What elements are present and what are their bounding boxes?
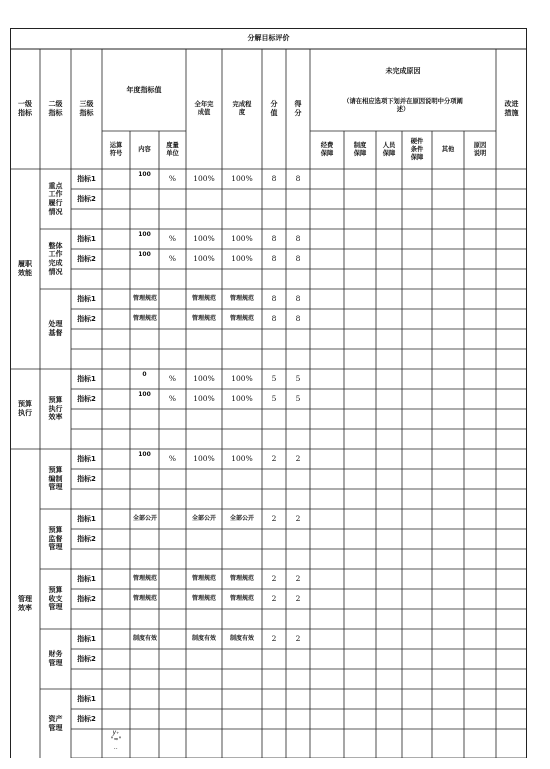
points-value	[286, 729, 310, 758]
full-year-done	[186, 409, 222, 429]
header-content: 内容	[138, 146, 151, 154]
full-year-done: 制度有效	[191, 635, 216, 643]
table-title: 分解目标评价	[247, 34, 290, 43]
completion-degree	[222, 209, 262, 229]
indicator-name	[71, 329, 102, 349]
subgroup-label: 资产 管理	[48, 714, 63, 732]
target-content: 管理规范	[133, 595, 158, 603]
full-year-done	[186, 489, 222, 509]
score-value	[262, 489, 286, 509]
full-year-done	[186, 529, 222, 549]
full-year-done	[186, 329, 222, 349]
subgroup-label: 预算 执行 效率	[48, 395, 63, 422]
target-unit	[159, 269, 186, 289]
target-unit	[159, 729, 186, 758]
full-year-done	[186, 269, 222, 289]
target-unit	[159, 609, 186, 629]
points-value	[286, 489, 310, 509]
points-value: 2	[295, 454, 301, 464]
indicator-name: 指标2	[77, 194, 96, 203]
indicator-name	[71, 609, 102, 629]
indicator-name: 指标1	[77, 294, 96, 303]
header-reason-desc: 原因 说明	[473, 142, 487, 157]
points-value: 8	[295, 294, 301, 304]
points-value	[286, 709, 310, 729]
header-level3: 三级 指标	[79, 100, 94, 117]
indicator-name: 指标1	[77, 234, 96, 243]
indicator-name: 指标2	[77, 654, 96, 663]
score-value: 8	[271, 234, 277, 244]
points-value: 5	[295, 394, 301, 404]
completion-degree	[222, 269, 262, 289]
indicator-name: 指标1	[77, 514, 96, 523]
indicator-name	[71, 489, 102, 509]
full-year-done	[186, 709, 222, 729]
score-value	[262, 669, 286, 689]
completion-degree	[222, 609, 262, 629]
section-label: 管理 效率	[18, 594, 32, 612]
points-value	[286, 349, 310, 369]
target-unit	[159, 409, 186, 429]
full-year-done: 全部公开	[191, 515, 216, 523]
score-value	[262, 189, 286, 209]
indicator-name: 指标1	[77, 454, 96, 463]
score-value: 8	[271, 174, 277, 184]
points-value	[286, 209, 310, 229]
indicator-name: 指标2	[77, 254, 96, 263]
completion-degree	[222, 469, 262, 489]
section-label: 履职 效能	[18, 260, 32, 277]
target-content: 0	[142, 371, 147, 378]
full-year-done: 管理规范	[191, 575, 216, 583]
points-value: 5	[295, 374, 301, 384]
header-points: 得 分	[294, 100, 302, 117]
score-value: 8	[271, 254, 277, 264]
score-value	[262, 409, 286, 429]
indicator-name	[71, 549, 102, 569]
subgroup-label: 预算 收支 管理	[48, 585, 63, 612]
indicator-name	[71, 209, 102, 229]
full-year-done	[186, 469, 222, 489]
points-value: 8	[295, 174, 301, 184]
full-year-done: 100%	[193, 234, 215, 244]
full-year-done: 100%	[193, 174, 215, 184]
header-unfinished-note: （请在相应选项下划并在原因说明中分项阐 述）	[343, 98, 463, 113]
target-content: 100	[138, 231, 151, 238]
indicator-name: 指标1	[77, 174, 96, 183]
score-value: 2	[271, 594, 277, 604]
target-unit: %	[168, 234, 177, 244]
indicator-name	[71, 669, 102, 689]
completion-degree	[222, 729, 262, 758]
section-label: 预算 执行	[18, 400, 32, 417]
full-year-done	[186, 689, 222, 709]
score-value: 2	[271, 514, 277, 524]
points-value	[286, 429, 310, 449]
header-full-year-done: 全年完 成值	[194, 101, 214, 116]
subgroup-label: 整体 工作 完成 情况	[48, 241, 63, 276]
indicator-name: 指标1	[77, 634, 96, 643]
indicator-name	[71, 269, 102, 289]
target-content: 100	[138, 451, 151, 458]
completion-degree	[222, 669, 262, 689]
score-value	[262, 349, 286, 369]
indicator-name: 指标2	[77, 314, 96, 323]
target-unit	[159, 689, 186, 709]
full-year-done	[186, 669, 222, 689]
header-completion-degree: 完成程 度	[232, 101, 252, 116]
indicator-name	[71, 729, 102, 758]
points-value	[286, 649, 310, 669]
points-value	[286, 189, 310, 209]
indicator-name: 指标2	[77, 474, 96, 483]
score-value	[262, 549, 286, 569]
full-year-done: 100%	[193, 374, 215, 384]
completion-degree: 管理规范	[229, 595, 254, 603]
indicator-name: 指标1	[77, 374, 96, 383]
header-annual-target: 年度指标值	[126, 85, 162, 94]
points-value	[286, 529, 310, 549]
score-value: 8	[271, 294, 277, 304]
target-unit: %	[168, 394, 177, 404]
full-year-done: 管理规范	[191, 295, 216, 303]
score-value: 2	[271, 634, 277, 644]
score-value: 2	[271, 454, 277, 464]
target-unit	[159, 549, 186, 569]
indicator-name: 指标1	[77, 574, 96, 583]
target-content: 100	[138, 391, 151, 398]
target-content: 全部公开	[133, 515, 158, 523]
completion-degree: 100%	[231, 234, 253, 244]
points-value	[286, 409, 310, 429]
subgroup-label: 重点 工作 履行 情况	[48, 181, 63, 216]
score-value: 8	[271, 314, 277, 324]
completion-degree: 100%	[231, 254, 253, 264]
completion-degree: 100%	[231, 174, 253, 184]
calc-note-glyph: y₊ "≈" ‥	[110, 728, 122, 751]
score-value: 2	[271, 574, 277, 584]
target-unit	[159, 509, 186, 529]
target-unit: %	[168, 454, 177, 464]
target-unit	[159, 469, 186, 489]
indicator-name	[71, 429, 102, 449]
points-value	[286, 609, 310, 629]
subgroup-label: 预算 监督 管理	[48, 525, 63, 552]
header-improvement: 改进 措施	[504, 100, 519, 117]
target-unit	[159, 349, 186, 369]
completion-degree: 管理规范	[229, 295, 254, 303]
target-unit	[159, 569, 186, 589]
completion-degree	[222, 689, 262, 709]
target-unit: %	[168, 174, 177, 184]
subgroup-label: 预算 编制 管理	[48, 465, 63, 492]
header-reason-funding: 经费 保障	[320, 142, 334, 157]
full-year-done	[186, 729, 222, 758]
target-unit: %	[168, 374, 177, 384]
points-value: 8	[295, 314, 301, 324]
subgroup-label: 财务 管理	[48, 650, 63, 667]
points-value	[286, 689, 310, 709]
target-content: 100	[138, 171, 151, 178]
indicator-name: 指标2	[77, 394, 96, 403]
completion-degree	[222, 549, 262, 569]
points-value: 2	[295, 594, 301, 604]
points-value: 2	[295, 634, 301, 644]
points-value: 8	[295, 234, 301, 244]
completion-degree	[222, 189, 262, 209]
completion-degree: 制度有效	[229, 635, 254, 643]
score-value	[262, 709, 286, 729]
score-value	[262, 469, 286, 489]
points-value: 2	[295, 514, 301, 524]
completion-degree: 100%	[231, 374, 253, 384]
completion-degree	[222, 649, 262, 669]
target-content: 管理规范	[133, 315, 158, 323]
full-year-done: 管理规范	[191, 315, 216, 323]
completion-degree	[222, 409, 262, 429]
completion-degree: 100%	[231, 454, 253, 464]
indicator-name	[71, 409, 102, 429]
target-unit	[159, 289, 186, 309]
completion-degree: 管理规范	[229, 575, 254, 583]
completion-degree	[222, 529, 262, 549]
header-reason-staff: 人员 保障	[382, 142, 396, 157]
full-year-done: 管理规范	[191, 595, 216, 603]
full-year-done	[186, 349, 222, 369]
full-year-done	[186, 189, 222, 209]
target-unit	[159, 189, 186, 209]
target-unit	[159, 309, 186, 329]
completion-degree	[222, 349, 262, 369]
indicator-name: 指标2	[77, 594, 96, 603]
full-year-done: 100%	[193, 394, 215, 404]
header-reason-system: 制度 保障	[353, 142, 367, 157]
header-level1: 一级 指标	[18, 100, 32, 117]
header-unit: 度量 单位	[166, 142, 179, 157]
target-unit	[159, 589, 186, 609]
target-unit: %	[168, 254, 177, 264]
target-unit	[159, 629, 186, 649]
score-value: 5	[271, 374, 277, 384]
score-value	[262, 329, 286, 349]
points-value	[286, 549, 310, 569]
full-year-done: 100%	[193, 254, 215, 264]
full-year-done	[186, 209, 222, 229]
target-content: 100	[138, 251, 151, 258]
header-reason-hardware: 硬件 条件 保障	[410, 138, 424, 161]
target-unit	[159, 709, 186, 729]
target-content: 管理规范	[133, 295, 158, 303]
points-value	[286, 669, 310, 689]
full-year-done: 100%	[193, 454, 215, 464]
target-unit	[159, 209, 186, 229]
target-unit	[159, 429, 186, 449]
target-content: 管理规范	[133, 575, 158, 583]
indicator-name: 指标2	[77, 714, 96, 723]
full-year-done	[186, 429, 222, 449]
header-calc-symbol: 运算 符号	[109, 142, 123, 157]
header-unfinished: 未完成原因	[385, 66, 421, 75]
full-year-done	[186, 609, 222, 629]
points-value	[286, 269, 310, 289]
points-value	[286, 469, 310, 489]
points-value: 2	[295, 574, 301, 584]
score-value	[262, 729, 286, 758]
target-unit	[159, 529, 186, 549]
completion-degree	[222, 329, 262, 349]
completion-degree	[222, 489, 262, 509]
target-content: 制度有效	[133, 635, 158, 643]
header-reason-other: 其他	[441, 146, 455, 154]
completion-degree	[222, 429, 262, 449]
target-unit	[159, 489, 186, 509]
indicator-name	[71, 349, 102, 369]
header-level2: 二级 指标	[48, 100, 63, 117]
score-value	[262, 529, 286, 549]
score-value	[262, 649, 286, 669]
full-year-done	[186, 649, 222, 669]
indicator-name: 指标1	[77, 694, 96, 703]
score-value	[262, 209, 286, 229]
score-value	[262, 269, 286, 289]
subgroup-label: 处理 基督	[48, 320, 63, 337]
target-unit	[159, 649, 186, 669]
indicator-name: 指标2	[77, 534, 96, 543]
points-value	[286, 329, 310, 349]
score-value	[262, 429, 286, 449]
points-value: 8	[295, 254, 301, 264]
completion-degree: 管理规范	[229, 315, 254, 323]
score-value	[262, 609, 286, 629]
target-unit	[159, 669, 186, 689]
score-value	[262, 689, 286, 709]
evaluation-table	[10, 28, 527, 758]
score-value: 5	[271, 394, 277, 404]
header-score: 分 值	[270, 100, 278, 117]
completion-degree: 100%	[231, 394, 253, 404]
completion-degree: 全部公开	[229, 515, 254, 523]
full-year-done	[186, 549, 222, 569]
target-unit	[159, 329, 186, 349]
completion-degree	[222, 709, 262, 729]
